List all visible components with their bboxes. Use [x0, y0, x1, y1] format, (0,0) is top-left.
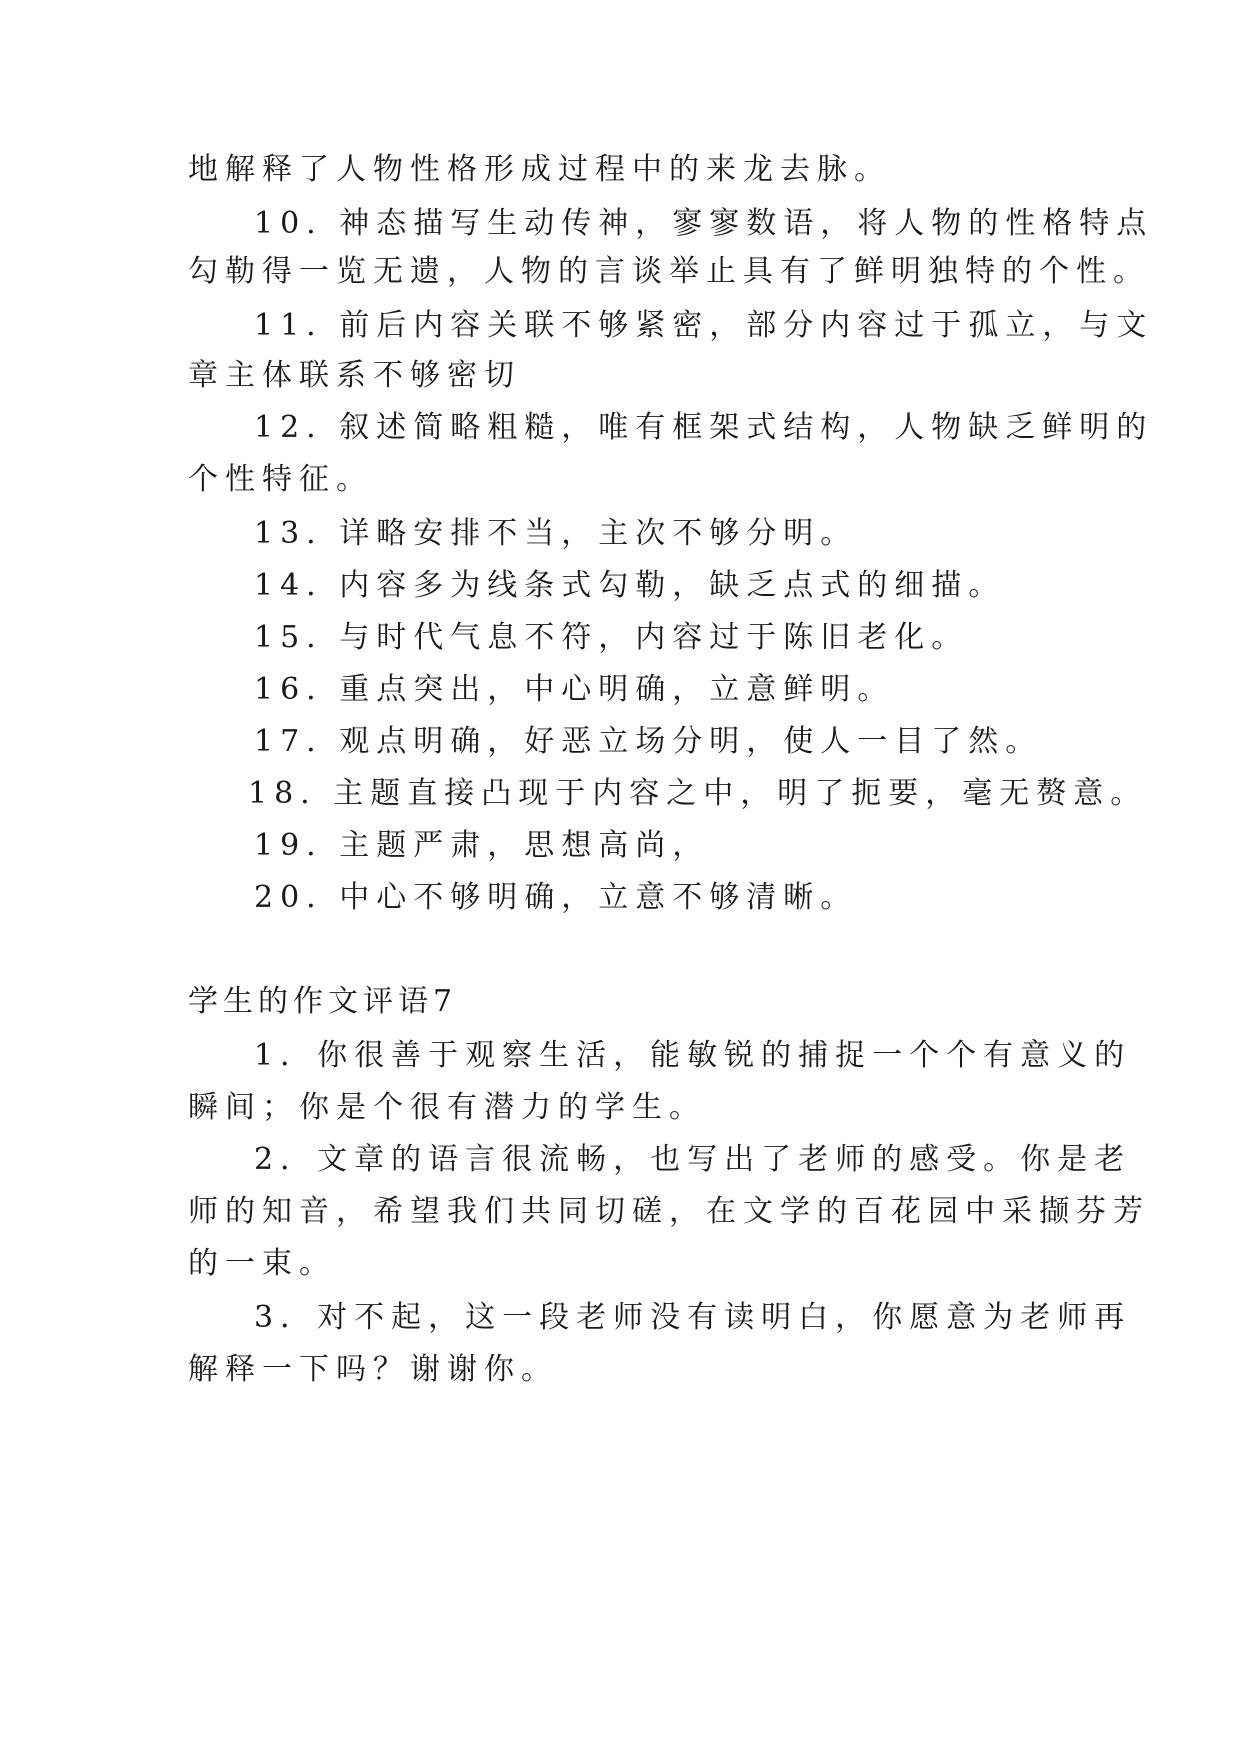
comment-11: 11. 前后内容关联不够紧密，部分内容过于孤立，与文 [254, 308, 1154, 343]
comment-17: 17. 观点明确，好恶立场分明，使人一目了然。 [254, 724, 1043, 759]
text-line: 勾勒得一览无遗，人物的言谈举止具有了鲜明独特的个性。 [188, 254, 1150, 289]
comment-3: 3．对不起，这一段老师没有读明白，你愿意为老师再 [254, 1300, 1132, 1335]
comment-1: 1．你很善于观察生活，能敏锐的捕捉一个个有意义的 [254, 1038, 1132, 1073]
text-line: 章主体联系不够密切 [188, 358, 521, 393]
text-line: 瞬间；你是个很有潜力的学生。 [188, 1090, 706, 1125]
comment-16: 16. 重点突出，中心明确，立意鲜明。 [254, 672, 895, 707]
comment-19: 19. 主题严肃，思想高尚， [254, 828, 710, 863]
text-line: 师的知音，希望我们共同切磋，在文学的百花园中采撷芬芳 [188, 1194, 1150, 1229]
section-heading: 学生的作文评语7 [188, 984, 458, 1019]
text-line: 个性特征。 [188, 462, 373, 497]
comment-14: 14. 内容多为线条式勾勒，缺乏点式的细描。 [254, 568, 1006, 603]
text-line: 地解释了人物性格形成过程中的来龙去脉。 [188, 152, 891, 187]
text-line: 的一束。 [188, 1246, 336, 1281]
comment-13: 13. 详略安排不当，主次不够分明。 [254, 516, 858, 551]
comment-18: 18. 主题直接凸现于内容之中，明了扼要，毫无赘意。 [248, 776, 1148, 811]
comment-10: 10. 神态描写生动传神，寥寥数语，将人物的性格特点 [254, 206, 1154, 241]
comment-12: 12. 叙述简略粗糙，唯有框架式结构，人物缺乏鲜明的 [254, 410, 1154, 445]
comment-2: 2．文章的语言很流畅，也写出了老师的感受。你是老 [254, 1142, 1132, 1177]
comment-15: 15. 与时代气息不符，内容过于陈旧老化。 [254, 620, 969, 655]
text-line: 解释一下吗？谢谢你。 [188, 1352, 558, 1387]
comment-20: 20. 中心不够明确，立意不够清晰。 [254, 880, 858, 915]
